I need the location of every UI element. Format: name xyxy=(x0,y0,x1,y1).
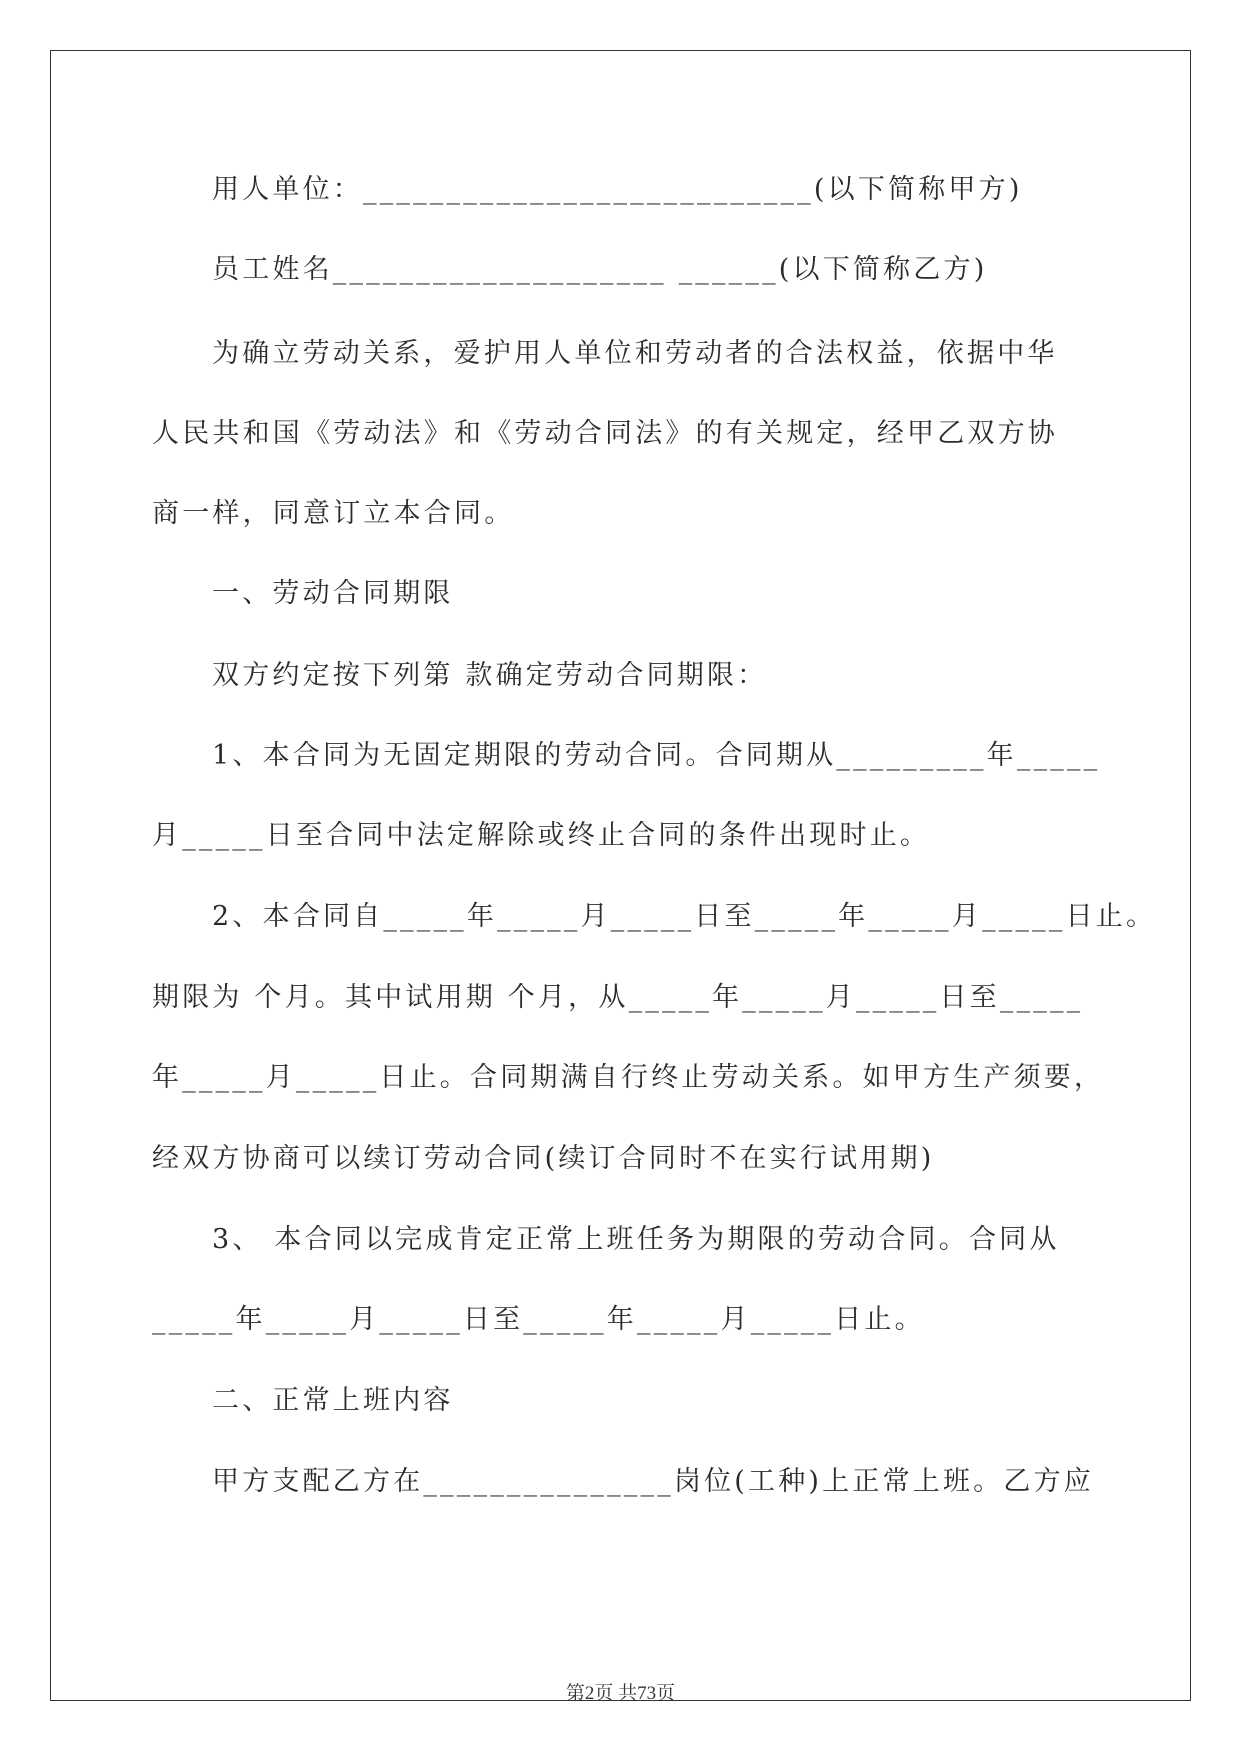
section-heading-work: 二、正常上班内容 xyxy=(212,1385,454,1416)
page-footer xyxy=(0,1678,1241,1705)
text-line-purpose-2: 人民共和国《劳动法》和《劳动合同法》的有关规定，经甲乙双方协 xyxy=(152,418,1058,449)
text-line-term-intro: 双方约定按下列第 款确定劳动合同期限： xyxy=(212,660,768,691)
page-border xyxy=(50,50,1191,1701)
text-line-clause3-a: 3、 本合同以完成肯定正常上班任务为期限的劳动合同。合同从 xyxy=(212,1224,1060,1255)
text-line-work-a: 甲方支配乙方在_______________岗位(工种)上正常上班。乙方应 xyxy=(212,1466,1094,1497)
footer-mid: 页 共 xyxy=(594,1683,638,1704)
footer-prefix: 第 xyxy=(565,1683,585,1704)
footer-suffix: 页 xyxy=(656,1683,676,1704)
text-line-clause2-d: 经双方协商可以续订劳动合同(续订合同时不在实行试用期) xyxy=(152,1143,935,1174)
section-heading-term: 一、劳动合同期限 xyxy=(212,578,454,609)
text-line-clause2-c: 年_____月_____日止。合同期满自行终止劳动关系。如甲方生产须要， xyxy=(152,1062,1105,1093)
text-line-clause1-b: 月_____日至合同中法定解除或终止合同的条件出现时止。 xyxy=(152,820,931,851)
text-line-clause2-b: 期限为 个月。其中试用期 个月，从_____年_____月_____日至_____ xyxy=(152,982,1084,1013)
footer-page-current: 2 xyxy=(584,1683,595,1704)
text-line-purpose-1: 为确立劳动关系，爱护用人单位和劳动者的合法权益，依据中华 xyxy=(212,338,1058,369)
text-line-employee: 员工姓名____________________ ______(以下简称乙方) xyxy=(212,254,988,285)
text-line-clause1-a: 1、本合同为无固定期限的劳动合同。合同期从_________年_____ xyxy=(212,740,1101,771)
footer-page-total: 73 xyxy=(637,1683,657,1704)
text-line-employer: 用人单位：___________________________(以下简称甲方) xyxy=(212,174,1023,205)
text-line-clause3-b: _____年_____月_____日至_____年_____月_____日止。 xyxy=(152,1304,925,1335)
text-line-clause2-a: 2、本合同自_____年_____月_____日至_____年_____月_____日止。 xyxy=(212,901,1157,932)
text-line-purpose-3: 商一样，同意订立本合同。 xyxy=(152,498,515,529)
